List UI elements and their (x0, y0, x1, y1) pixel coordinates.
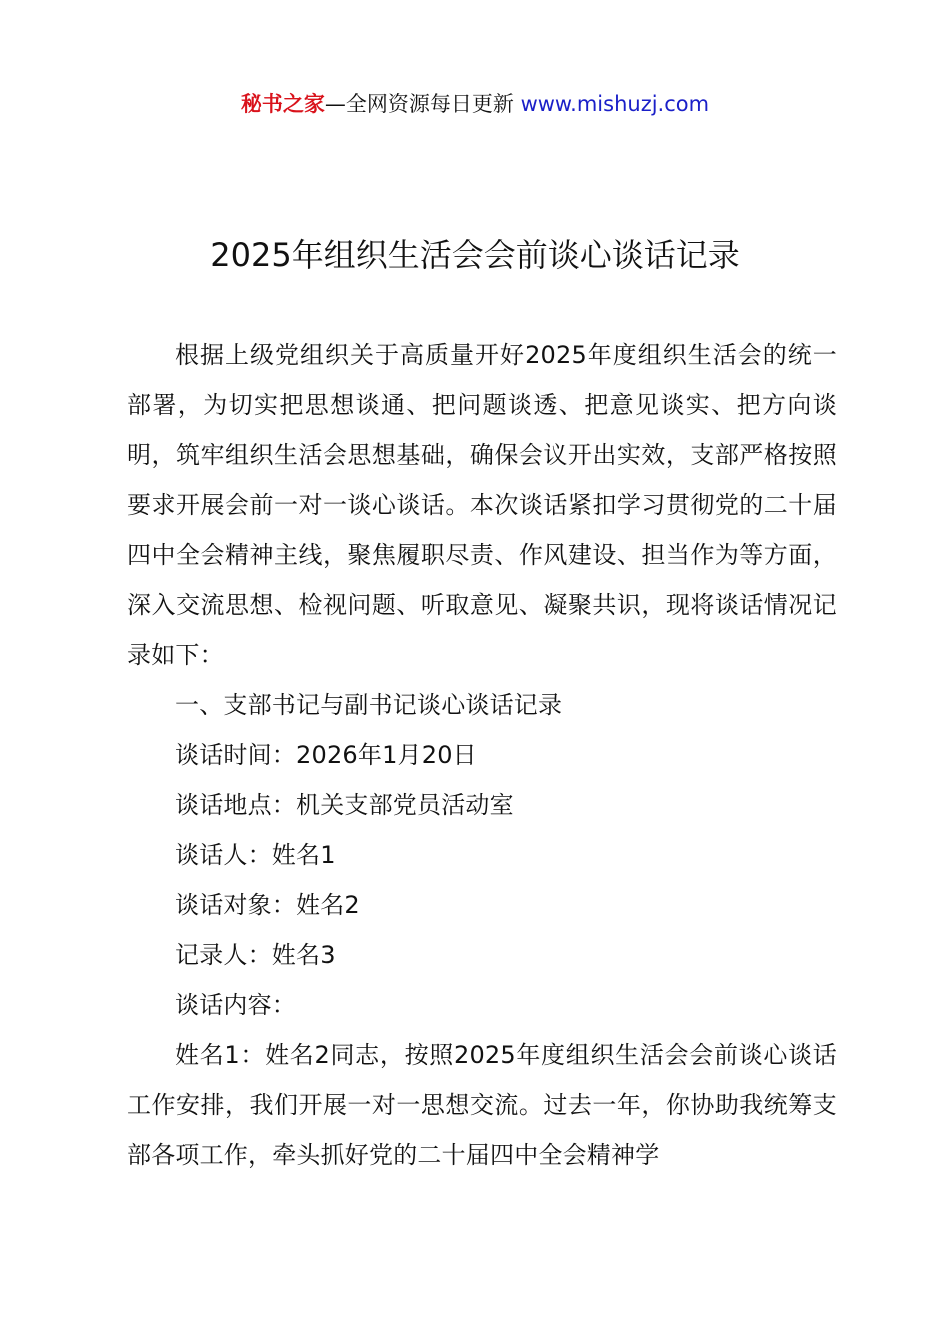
site-header (0, 88, 950, 120)
talk-content-label: 谈话内容： (175, 991, 296, 1019)
site-brand: 秘书之家 (240, 92, 325, 116)
site-url-link[interactable]: www.mishuzj.com (520, 92, 710, 116)
talk-target: 谈话对象：姓名2 (175, 891, 360, 919)
section-heading: 一、支部书记与副书记谈心谈话记录 (175, 691, 563, 719)
dialogue-paragraph: 姓名1：姓名2同志，按照2025年度组织生活会会前谈心谈话工作安排，我们开展一对一思想交流。过去一年，你协助我统筹支部各项工作，牵头抓好党的二十届四中全会精神学 (127, 1041, 837, 1169)
talk-speaker: 谈话人：姓名1 (175, 841, 336, 869)
document-body (127, 330, 837, 1180)
document-title: 2025年组织生活会会前谈心谈话记录 (210, 236, 740, 274)
talk-place: 谈话地点：机关支部党员活动室 (175, 791, 514, 819)
talk-time: 谈话时间：2026年1月20日 (175, 741, 477, 769)
talk-recorder: 记录人：姓名3 (175, 941, 336, 969)
intro-paragraph: 根据上级党组织关于高质量开好2025年度组织生活会的统一部署，为切实把思想谈通、把问题谈透、把意见谈实、把方向谈明，筑牢组织生活会思想基础，确保会议开出实效，支部严格按照要求开展会前一对一谈心谈话。本次谈话紧扣学习贯彻党的二十届四中全会精神主线，聚焦履职尽责、作风建设、担当作为等方面，深入交流思想、检视问题、听取意见、凝聚共识，现将谈话情况记录如下： (127, 341, 837, 669)
site-tagline: —全网资源每日更新 (324, 92, 514, 116)
